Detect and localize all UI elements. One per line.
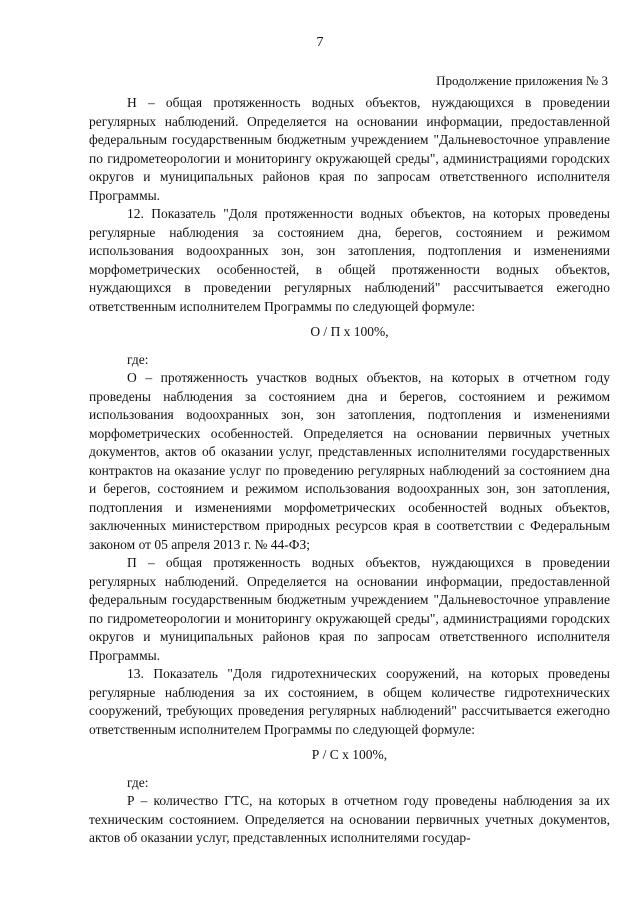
paragraph-h-definition: Н – общая протяженность водных объектов, нуждающихся в проведении регулярных наблюдений. Определяется на основании информации, предоставленной федеральным государственным бюджетным учреждением "Дальневосточное управление по гидрометеорологии и мониторингу окружающей среды", администрациями городских округов и муниципальных районов края по запросам ответственного исполнителя Программы.: [89, 95, 610, 203]
where-label: где:: [127, 351, 149, 367]
formula-o-p: О / П х 100%,: [310, 324, 389, 339]
paragraph-r-definition: Р – количество ГТС, на которых в отчетном году проведены наблюдения за их техническим состоянием. Определяется на основании первичных учетных документов, актов об оказании услуг, представленных исполнителями государ-: [89, 793, 610, 845]
paragraph-p-definition: П – общая протяженность водных объектов, нуждающихся в проведении регулярных наблюдений. Определяется на основании информации, предоставленной федеральным государственным бюджетным учреждением "Дальневосточное управление по гидрометеорологии и мониторингу окружающей среды", администрациями городских округов и муниципальных районов края по запросам ответственного исполнителя Программы.: [89, 555, 610, 663]
paragraph-o-definition: О – протяженность участков водных объектов, на которых в отчетном году проведены наблюдения за состоянием дна и берегов, состоянием и режимом использования водоохранных зон, зон затопления, подтопления и изменениями морфометрических особенностей. Определяется на основании первичных учетных документов, актов об оказании услуг, представленных исполнителями государственных контрактов на оказание услуг по проведению регулярных наблюдений за состоянием дна и берегов, состоянием и режимом использования водоохранных зон, зон затопления, подтопления и изменениями морфометрических особенностей водных объектов, заключенных министерством природных ресурсов края в соответствии с Федеральным законом от 05 апреля 2013 г. № 44-ФЗ;: [89, 370, 610, 552]
paragraph-indicator-12: 12. Показатель "Доля протяженности водных объектов, на которых проведены регулярные наблюдения за состоянием дна, берегов, состоянием и режимом использования водоохранных зон, зон затопления, подтопления и изменениями морфометрических особенностей, в общей протяженности водных объектов, нуждающихся в проведении регулярных наблюдений" рассчитывается ежегодно ответственным исполнителем Программы по следующей формуле:: [89, 206, 610, 314]
appendix-label: Продолжение приложения № 3: [436, 73, 608, 88]
document-body: [89, 94, 610, 848]
page-number: 7: [316, 35, 324, 50]
formula-r-c: Р / С х 100%,: [311, 747, 388, 762]
where-label-2: где:: [127, 774, 149, 790]
paragraph-indicator-13: 13. Показатель "Доля гидротехнических сооружений, на которых проведены регулярные наблюдения за их состоянием, в общем количестве гидротехнических сооружений, требующих проведения регулярных наблюдений" рассчитывается ежегодно ответственным исполнителем Программы по следующей формуле:: [89, 666, 610, 737]
